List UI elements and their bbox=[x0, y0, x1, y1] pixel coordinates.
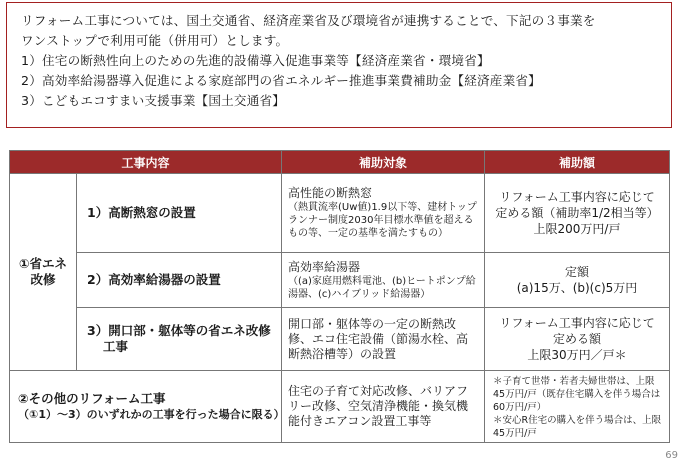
group-energy-label: ①省エネ 改修 bbox=[10, 174, 77, 371]
subsidy-table bbox=[9, 150, 670, 443]
target-sub: （(a)家庭用燃料電池、(b)ヒートポンプ給湯器、(c)ハイブリッド給湯器） bbox=[288, 275, 476, 300]
table-header-row bbox=[10, 151, 670, 174]
target-cell: 開口部・躯体等の一定の断熱改修、エコ住宅設備（節湯水栓、高断熱浴槽等）の設置 bbox=[282, 308, 485, 371]
table-row bbox=[10, 371, 670, 443]
intro-line: リフォーム工事については、国土交通省、経済産業省及び環境省が連携することで、下記の３事業を bbox=[21, 13, 596, 28]
amount-line: 定額 bbox=[565, 265, 590, 279]
table-row bbox=[10, 174, 670, 253]
target-cell bbox=[282, 253, 485, 308]
amount-line: 定める額（補助率1/2相当等） bbox=[495, 206, 659, 220]
intro-line: 1）住宅の断熱性向上のための先進的設備導入促進事業等【経済産業省・環境省】 bbox=[21, 53, 490, 68]
other-reform-title: ②その他のリフォーム工事 bbox=[18, 390, 166, 406]
table-row bbox=[10, 308, 670, 371]
header-work: 工事内容 bbox=[10, 151, 282, 174]
amount-cell bbox=[485, 308, 670, 371]
amount-line: 上限30万円／戸＊ bbox=[527, 348, 627, 362]
intro-box bbox=[6, 2, 672, 128]
target-cell: 住宅の子育て対応改修、バリアフリー改修、空気清浄機能・換気機能付きエアコン設置工事等 bbox=[282, 371, 485, 443]
note: ＊安心R住宅の購入を伴う場合は、上限45万円/戸 bbox=[493, 415, 662, 439]
amount-cell bbox=[485, 253, 670, 308]
note: ＊子育て世帯・若者夫婦世帯は、上限45万円/戸（既存住宅購入を伴う場合は60万円/戸） bbox=[493, 376, 661, 413]
target-sub: （熱貫流率(Uw値)1.9以下等、建材トップランナー制度2030年目標水準値を超えるもの等、一定の基準を満たすもの） bbox=[288, 202, 477, 239]
work-cell: 2）高効率給湯器の設置 bbox=[77, 253, 282, 308]
other-reform-cell bbox=[10, 371, 285, 443]
amount-line: 定める額 bbox=[553, 332, 602, 346]
notes-cell bbox=[485, 371, 670, 443]
amount-line: リフォーム工事内容に応じて bbox=[499, 190, 655, 204]
target-main: 高効率給湯器 bbox=[288, 259, 361, 274]
intro-line: 3）こどもエコすまい支援事業【国土交通省】 bbox=[21, 93, 286, 108]
intro-line: 2）高効率給湯器導入促進による家庭部門の省エネルギー推進事業費補助金【経済産業省】 bbox=[21, 73, 541, 88]
header-amount: 補助額 bbox=[485, 151, 670, 174]
target-main: 高性能の断熱窓 bbox=[288, 186, 373, 200]
page-number: 69 bbox=[665, 450, 678, 461]
amount-line: (a)15万、(b)(c)5万円 bbox=[516, 281, 638, 295]
intro-line: ワンストップで利用可能（併用可）とします。 bbox=[21, 33, 289, 48]
table-row bbox=[10, 253, 670, 308]
work-cell: 1）高断熱窓の設置 bbox=[77, 174, 282, 253]
header-target: 補助対象 bbox=[282, 151, 485, 174]
work-cell bbox=[77, 308, 282, 371]
amount-cell bbox=[485, 174, 670, 253]
work-line: 工事 bbox=[103, 339, 129, 354]
work-line: 3）開口部・躯体等の省エネ改修 bbox=[87, 323, 271, 338]
other-reform-condition: （①1）～3）のいずれかの工事を行った場合に限る） bbox=[18, 407, 285, 421]
amount-line: リフォーム工事内容に応じて bbox=[499, 316, 655, 330]
amount-line: 上限200万円/戸 bbox=[533, 222, 621, 236]
target-cell bbox=[282, 174, 485, 253]
